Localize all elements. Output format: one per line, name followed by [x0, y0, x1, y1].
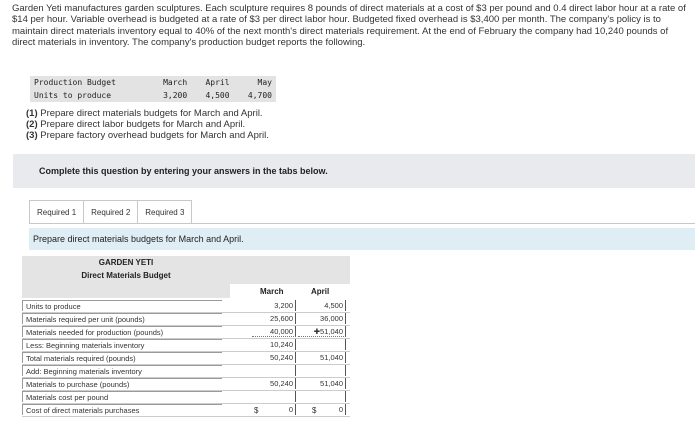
april-input[interactable]: 51,040	[298, 352, 346, 363]
row-label: Materials to purchase (pounds)	[22, 378, 222, 389]
production-budget-header	[30, 76, 276, 89]
requirement-item: (3) Prepare factory overhead budgets for March and April.	[26, 130, 269, 142]
pb-row-march: 3,200	[163, 90, 188, 100]
pb-header-may: May	[257, 77, 272, 87]
row-label: Materials needed for production (pounds)	[22, 326, 222, 337]
budget-row	[22, 391, 350, 404]
cursor-icon: ✚	[313, 327, 321, 336]
march-input[interactable]: 25,600	[252, 313, 296, 324]
april-input[interactable]: 4,500	[298, 300, 346, 311]
col-header-april: April	[311, 287, 330, 296]
budget-row	[22, 300, 350, 313]
april-input[interactable]	[298, 365, 346, 376]
march-input[interactable]: 10,240	[252, 339, 296, 350]
budget-row	[22, 313, 350, 326]
march-input[interactable]: 0	[252, 404, 296, 415]
tab-required-3[interactable]: Required 3	[137, 200, 192, 224]
budget-header-filler	[22, 284, 230, 298]
row-label: Less: Beginning materials inventory	[22, 339, 222, 350]
march-input[interactable]: 40,000	[252, 326, 296, 337]
march-input[interactable]	[252, 391, 296, 402]
tab-required-2[interactable]: Required 2	[83, 200, 138, 224]
pb-header-march: March	[163, 77, 188, 87]
budget-row	[22, 326, 350, 339]
budget-header	[22, 256, 350, 284]
march-input[interactable]: 50,240	[252, 352, 296, 363]
budget-row	[22, 378, 350, 391]
april-input[interactable]	[298, 339, 346, 350]
currency-symbol-march: $	[254, 406, 259, 415]
row-label: Units to produce	[22, 300, 222, 311]
tab-required-1[interactable]: Required 1	[29, 200, 84, 224]
march-input[interactable]: 3,200	[252, 300, 296, 311]
budget-row	[22, 352, 350, 365]
budget-company-name: GARDEN YETI	[98, 258, 154, 267]
budget-title: Direct Materials Budget	[81, 271, 171, 280]
april-input[interactable]: 0	[298, 404, 346, 415]
april-input[interactable]: 36,000	[298, 313, 346, 324]
requirements-list	[26, 108, 269, 142]
row-label: Total materials required (pounds)	[22, 352, 222, 363]
production-budget-row	[30, 89, 276, 102]
problem-description: Garden Yeti manufactures garden sculptures. Each sculpture requires 8 pounds of direct materials at a cost of $3 per pound and 0.4 direct labor hour at a rate of $14 per hour. Variable overhead is budgeted at a rate of $3 per direct labor hour. Budgeted fixed overhead is $3,400 per month. The company's policy is to maintain direct materials inventory equal to 40% of the next month's direct materials requirement. At the end of February the company had 10,240 pounds of direct materials in inventory. The company's production budget reports the following.	[12, 3, 686, 49]
tab-panel-divider	[29, 223, 695, 224]
direct-materials-budget	[22, 256, 350, 440]
col-header-march: March	[260, 287, 284, 296]
march-input[interactable]	[252, 365, 296, 376]
requirement-item: (1) Prepare direct materials budgets for March and April.	[26, 108, 263, 119]
instruction-bar: Prepare direct materials budgets for March and April.	[29, 228, 695, 250]
budget-row	[22, 404, 350, 417]
row-label: Materials cost per pound	[22, 391, 222, 402]
pb-row-label: Units to produce	[34, 90, 112, 100]
requirement-item: (2) Prepare direct labor budgets for March and April.	[26, 119, 246, 131]
april-input[interactable]	[298, 391, 346, 402]
april-input[interactable]: ✚51,040	[298, 326, 346, 337]
row-label: Add: Beginning materials inventory	[22, 365, 222, 376]
complete-banner: Complete this question by entering your answers in the tabs below.	[13, 154, 695, 188]
pb-row-may: 4,700	[247, 90, 272, 100]
april-input[interactable]: 51,040	[298, 378, 346, 389]
tab-bar	[29, 200, 191, 224]
row-label: Materials required per unit (pounds)	[22, 313, 222, 324]
budget-row	[22, 339, 350, 352]
pb-header-label: Production Budget	[34, 77, 116, 87]
pb-row-april: 4,500	[205, 90, 230, 100]
march-input[interactable]: 50,240	[252, 378, 296, 389]
production-budget-table	[30, 76, 276, 102]
pb-header-april: April	[205, 77, 230, 87]
currency-symbol-april: $	[312, 406, 317, 415]
row-label: Cost of direct materials purchases	[22, 404, 222, 415]
budget-row	[22, 365, 350, 378]
